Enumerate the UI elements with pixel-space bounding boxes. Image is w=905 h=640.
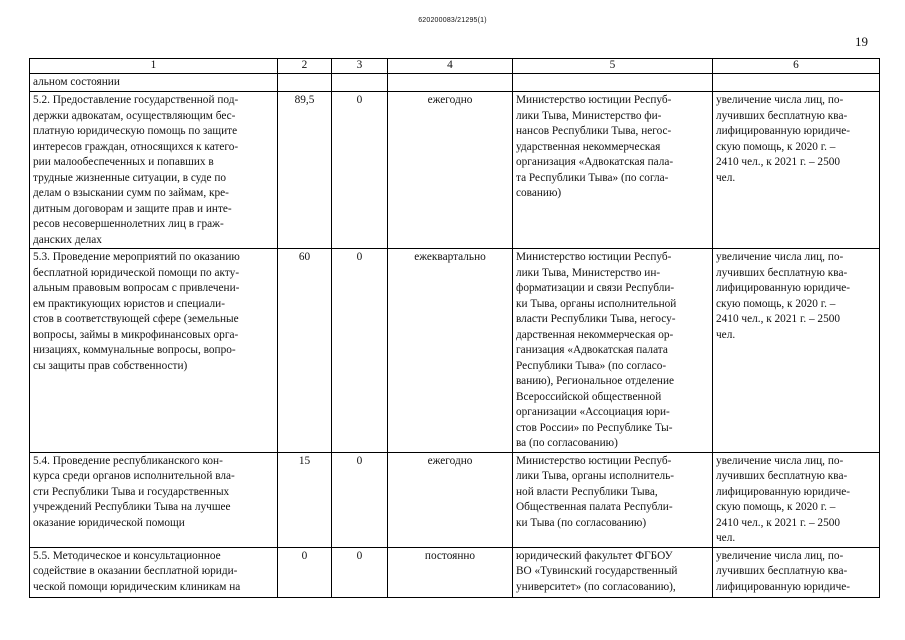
cell-text-line: Республики Тыва» (по согласо- [516, 359, 667, 372]
column-header: 5 [513, 59, 713, 74]
cell-text-line: низациях, коммунальные вопросы, вопро- [33, 344, 236, 356]
cell-text-line: рии малообеспеченных и попавших в [33, 156, 214, 168]
cell-text-line: 5.2. Предоставление государственной под- [33, 94, 239, 106]
result-cell [713, 547, 880, 597]
cell-text-line: интересов граждан, относящихся к катего- [33, 140, 239, 153]
measure-name-cell [30, 92, 278, 249]
funding-cell: 0 [278, 547, 332, 597]
cell-text-line: 5.3. Проведение мероприятий по оказанию [33, 251, 240, 263]
cell-text-line: чел. [716, 532, 736, 544]
cell-text-line: чел. [716, 171, 736, 184]
result-cell [713, 92, 880, 249]
cell-text-line: вопросы, займы в микрофинансовых орга- [33, 328, 239, 341]
cell-text-line: скую помощь, к 2020 г. – [716, 140, 836, 153]
cell-text-line: увеличение числа лиц, по- [716, 251, 844, 263]
extra-funding-cell: 0 [332, 547, 388, 597]
cell-text-line: ки Тыва (по согласованию) [516, 516, 647, 529]
cell-text-line: 5.5. Методическое и консультационное [33, 549, 221, 562]
cell-text-line: ударственная некоммерческая [516, 140, 661, 153]
measure-name-cell [30, 249, 278, 453]
extra-funding-cell [332, 74, 388, 92]
table-row [30, 452, 880, 547]
cell-text-line: держки адвокатам, осуществляющим бес- [33, 109, 236, 122]
cell-text-line: сы защиты прав собственности) [33, 359, 188, 372]
cell-text-line: оказание юридической помощи [33, 516, 185, 529]
cell-text-line: лучивших бесплатную ква- [716, 109, 848, 122]
cell-text-line: содействие в оказании бесплатной юриди- [33, 565, 238, 577]
cell-text-line: бесплатной юридической помощи по акту- [33, 266, 240, 279]
result-cell [713, 452, 880, 547]
cell-text-line: лики Тыва, Министерство фи- [516, 109, 662, 122]
cell-text-line: скую помощь, к 2020 г. – [716, 297, 836, 310]
column-header: 1 [30, 59, 278, 74]
cell-text-line: организации «Ассоциация юри- [516, 406, 670, 418]
cell-text-line: Министерство юстиции Респуб- [516, 454, 672, 467]
executors-cell [513, 452, 713, 547]
executors-cell [513, 92, 713, 249]
measures-table [29, 58, 880, 598]
cell-text-line: сованию) [516, 187, 562, 199]
cell-text-line: лучивших бесплатную ква- [716, 470, 848, 482]
executors-cell [513, 547, 713, 597]
extra-funding-cell: 0 [332, 249, 388, 453]
measure-name-cell [30, 547, 278, 597]
cell-text-line: трудные жизненные ситуации, в суде по [33, 171, 227, 184]
funding-cell: 89,5 [278, 92, 332, 249]
cell-text-line: увеличение числа лиц, по- [716, 549, 844, 562]
cell-text-line: стов в соответствующей сфере (земельные [33, 313, 239, 325]
cell-text-line: нансов Республики Тыва, негос- [516, 125, 672, 137]
cell-text-line: форматизации и связи Республи- [516, 282, 675, 294]
cell-text-line: делам о взыскании сумм по займам, кре- [33, 187, 229, 199]
cell-text-line: Министерство юстиции Респуб- [516, 94, 672, 106]
cell-text-line: чел. [716, 328, 736, 341]
column-header: 6 [713, 59, 880, 74]
funding-cell: 60 [278, 249, 332, 453]
column-header: 4 [388, 59, 513, 74]
cell-text-line: альным правовым вопросам с привлечени- [33, 282, 240, 294]
cell-text-line: стов России» по Республике Ты- [516, 421, 673, 434]
table-row [30, 547, 880, 597]
period-cell: ежегодно [388, 92, 513, 249]
cell-text-line: увеличение числа лиц, по- [716, 454, 844, 467]
cell-text-line: ванию), Региональное отделение [516, 375, 675, 387]
cell-text-line: данских делах [33, 233, 102, 246]
cell-text-line: дарственная некоммерческая ор- [516, 328, 674, 341]
measure-name-cell [30, 74, 278, 92]
cell-text-line: лифицированную юридиче- [716, 282, 851, 294]
cell-text-line: альном состоянии [33, 76, 120, 88]
cell-text-line: сти Республики Тыва и государственных [33, 485, 230, 498]
cell-text-line: лучивших бесплатную ква- [716, 565, 848, 577]
document-code: 620200083/21295(1) [418, 17, 487, 24]
cell-text-line: лики Тыва, Министерство ин- [516, 266, 661, 279]
cell-text-line: учреждений Республики Тыва на лучшее [33, 501, 231, 513]
cell-text-line: Общественная палата Республи- [516, 501, 673, 513]
period-cell: ежегодно [388, 452, 513, 547]
cell-text-line: дитным договорам и защите прав и инте- [33, 202, 232, 215]
cell-text-line: 2410 чел., к 2021 г. – 2500 [716, 156, 841, 168]
executors-cell [513, 249, 713, 453]
funding-cell: 15 [278, 452, 332, 547]
cell-text-line: ем практикующих юристов и специали- [33, 297, 225, 310]
table-row [30, 92, 880, 249]
cell-text-line: юридический факультет ФГБОУ [516, 549, 673, 562]
table-row [30, 249, 880, 453]
cell-text-line: 2410 чел., к 2021 г. – 2500 [716, 516, 841, 529]
cell-text-line: Всероссийской общественной [516, 390, 662, 403]
cell-text-line: 2410 чел., к 2021 г. – 2500 [716, 313, 841, 325]
period-cell: ежеквартально [388, 249, 513, 453]
cell-text-line: скую помощь, к 2020 г. – [716, 501, 836, 513]
cell-text-line: ресов несовершеннолетних лиц в граж- [33, 218, 224, 230]
cell-text-line: платную юридическую помощь по защите [33, 125, 238, 137]
column-header: 2 [278, 59, 332, 74]
page-number: 19 [855, 34, 868, 49]
cell-text-line: лифицированную юридиче- [716, 580, 851, 593]
cell-text-line: лики Тыва, органы исполнитель- [516, 470, 675, 482]
measure-name-cell [30, 452, 278, 547]
header-row [30, 59, 880, 74]
result-cell [713, 249, 880, 453]
cell-text-line: лифицированную юридиче- [716, 485, 851, 498]
executors-cell [513, 74, 713, 92]
cell-text-line: ческой помощи юридическим клиникам на [33, 580, 241, 593]
column-header: 3 [332, 59, 388, 74]
cell-text-line: организация «Адвокатская пала- [516, 156, 674, 168]
cell-text-line: Министерство юстиции Респуб- [516, 251, 672, 263]
funding-cell [278, 74, 332, 92]
result-cell [713, 74, 880, 92]
table-row [30, 74, 880, 92]
cell-text-line: лучивших бесплатную ква- [716, 266, 848, 279]
cell-text-line: курса среди органов исполнительной вла- [33, 470, 235, 482]
cell-text-line: университет» (по согласованию), [516, 580, 676, 593]
cell-text-line: увеличение числа лиц, по- [716, 94, 844, 106]
cell-text-line: ганизация «Адвокатская палата [516, 344, 668, 356]
cell-text-line: ной власти Республики Тыва, [516, 485, 658, 498]
cell-text-line: ВО «Тувинский государственный [516, 565, 678, 577]
cell-text-line: ва (по согласованию) [516, 437, 618, 449]
cell-text-line: ки Тыва, органы исполнительной [516, 297, 677, 310]
period-cell [388, 74, 513, 92]
period-cell: постоянно [388, 547, 513, 597]
extra-funding-cell: 0 [332, 452, 388, 547]
cell-text-line: лифицированную юридиче- [716, 125, 851, 137]
cell-text-line: та Республики Тыва» (по согла- [516, 171, 669, 184]
cell-text-line: власти Республики Тыва, негосу- [516, 313, 676, 325]
cell-text-line: 5.4. Проведение республиканского кон- [33, 454, 223, 467]
extra-funding-cell: 0 [332, 92, 388, 249]
